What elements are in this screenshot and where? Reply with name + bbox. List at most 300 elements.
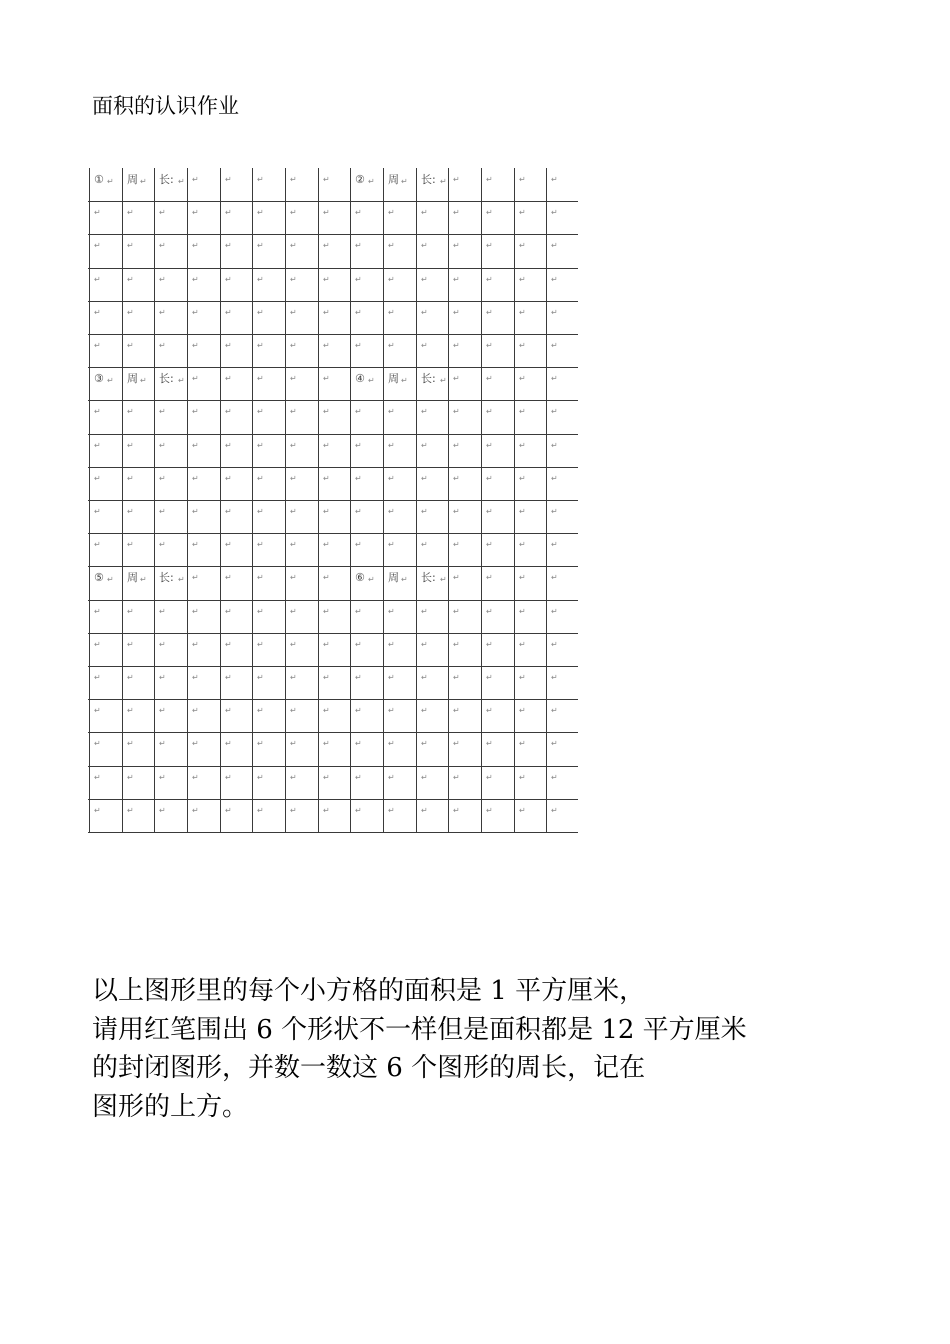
paragraph-mark-icon: ↵ xyxy=(519,175,526,184)
paragraph-mark-icon: ↵ xyxy=(192,474,199,483)
paragraph-mark-icon: ↵ xyxy=(519,640,526,649)
paragraph-mark-icon: ↵ xyxy=(290,341,297,350)
paragraph-mark-icon: ↵ xyxy=(323,275,330,284)
paragraph-mark-icon: ↵ xyxy=(486,374,493,383)
cell-label: 周 xyxy=(388,372,399,385)
paragraph-mark-icon: ↵ xyxy=(225,607,232,616)
paragraph-mark-icon: ↵ xyxy=(192,573,199,582)
paragraph-mark-icon: ↵ xyxy=(355,739,362,748)
paragraph-mark-icon: ↵ xyxy=(178,575,185,584)
grid-hline xyxy=(88,268,578,269)
paragraph-mark-icon: ↵ xyxy=(453,806,460,815)
paragraph-mark-icon: ↵ xyxy=(388,308,395,317)
paragraph-mark-icon: ↵ xyxy=(178,177,185,186)
paragraph-mark-icon: ↵ xyxy=(225,474,232,483)
instruction-line-2: 请用红笔围出 6 个形状不一样但是面积都是 12 平方厘米 xyxy=(92,1014,747,1045)
paragraph-mark-icon: ↵ xyxy=(290,407,297,416)
paragraph-mark-icon: ↵ xyxy=(486,441,493,450)
paragraph-mark-icon: ↵ xyxy=(290,441,297,450)
paragraph-mark-icon: ↵ xyxy=(388,773,395,782)
paragraph-mark-icon: ↵ xyxy=(192,673,199,682)
paragraph-mark-icon: ↵ xyxy=(290,607,297,616)
paragraph-mark-icon: ↵ xyxy=(355,673,362,682)
paragraph-mark-icon: ↵ xyxy=(192,341,199,350)
paragraph-mark-icon: ↵ xyxy=(401,177,408,186)
paragraph-mark-icon: ↵ xyxy=(551,374,558,383)
paragraph-mark-icon: ↵ xyxy=(453,773,460,782)
paragraph-mark-icon: ↵ xyxy=(551,241,558,250)
paragraph-mark-icon: ↵ xyxy=(140,177,147,186)
paragraph-mark-icon: ↵ xyxy=(519,407,526,416)
grid-hline xyxy=(88,434,578,435)
paragraph-mark-icon: ↵ xyxy=(159,407,166,416)
paragraph-mark-icon: ↵ xyxy=(127,673,134,682)
paragraph-mark-icon: ↵ xyxy=(127,275,134,284)
paragraph-mark-icon: ↵ xyxy=(159,208,166,217)
paragraph-mark-icon: ↵ xyxy=(453,474,460,483)
paragraph-mark-icon: ↵ xyxy=(453,308,460,317)
paragraph-mark-icon: ↵ xyxy=(127,706,134,715)
paragraph-mark-icon: ↵ xyxy=(453,640,460,649)
paragraph-mark-icon: ↵ xyxy=(159,773,166,782)
paragraph-mark-icon: ↵ xyxy=(159,308,166,317)
grid-hline xyxy=(88,832,578,833)
paragraph-mark-icon: ↵ xyxy=(94,341,101,350)
paragraph-mark-icon: ↵ xyxy=(355,275,362,284)
paragraph-mark-icon: ↵ xyxy=(290,507,297,516)
paragraph-mark-icon: ↵ xyxy=(486,806,493,815)
paragraph-mark-icon: ↵ xyxy=(355,773,362,782)
paragraph-mark-icon: ↵ xyxy=(388,706,395,715)
paragraph-mark-icon: ↵ xyxy=(94,208,101,217)
paragraph-mark-icon: ↵ xyxy=(127,474,134,483)
paragraph-mark-icon: ↵ xyxy=(388,441,395,450)
cell-label: ③ xyxy=(94,372,104,385)
grid-hline xyxy=(88,367,578,368)
paragraph-mark-icon: ↵ xyxy=(257,208,264,217)
paragraph-mark-icon: ↵ xyxy=(257,308,264,317)
paragraph-mark-icon: ↵ xyxy=(421,474,428,483)
grid-hline xyxy=(88,301,578,302)
paragraph-mark-icon: ↵ xyxy=(388,341,395,350)
grid-hline xyxy=(88,600,578,601)
paragraph-mark-icon: ↵ xyxy=(519,275,526,284)
paragraph-mark-icon: ↵ xyxy=(551,208,558,217)
paragraph-mark-icon: ↵ xyxy=(290,241,297,250)
paragraph-mark-icon: ↵ xyxy=(225,341,232,350)
paragraph-mark-icon: ↵ xyxy=(192,806,199,815)
paragraph-mark-icon: ↵ xyxy=(323,208,330,217)
paragraph-mark-icon: ↵ xyxy=(192,706,199,715)
grid-hline xyxy=(88,334,578,335)
grid-hline xyxy=(88,566,578,567)
paragraph-mark-icon: ↵ xyxy=(421,773,428,782)
paragraph-mark-icon: ↵ xyxy=(257,341,264,350)
paragraph-mark-icon: ↵ xyxy=(453,673,460,682)
paragraph-mark-icon: ↵ xyxy=(486,507,493,516)
paragraph-mark-icon: ↵ xyxy=(551,441,558,450)
paragraph-mark-icon: ↵ xyxy=(290,673,297,682)
paragraph-mark-icon: ↵ xyxy=(323,607,330,616)
paragraph-mark-icon: ↵ xyxy=(159,275,166,284)
paragraph-mark-icon: ↵ xyxy=(551,308,558,317)
paragraph-mark-icon: ↵ xyxy=(159,507,166,516)
paragraph-mark-icon: ↵ xyxy=(127,241,134,250)
paragraph-mark-icon: ↵ xyxy=(551,773,558,782)
paragraph-mark-icon: ↵ xyxy=(94,640,101,649)
paragraph-mark-icon: ↵ xyxy=(159,607,166,616)
paragraph-mark-icon: ↵ xyxy=(486,341,493,350)
grid-hline xyxy=(88,666,578,667)
paragraph-mark-icon: ↵ xyxy=(421,208,428,217)
paragraph-mark-icon: ↵ xyxy=(519,540,526,549)
paragraph-mark-icon: ↵ xyxy=(486,407,493,416)
paragraph-mark-icon: ↵ xyxy=(453,441,460,450)
paragraph-mark-icon: ↵ xyxy=(290,739,297,748)
paragraph-mark-icon: ↵ xyxy=(94,607,101,616)
paragraph-mark-icon: ↵ xyxy=(401,376,408,385)
paragraph-mark-icon: ↵ xyxy=(94,441,101,450)
paragraph-mark-icon: ↵ xyxy=(519,673,526,682)
paragraph-mark-icon: ↵ xyxy=(551,640,558,649)
grid-hline xyxy=(88,400,578,401)
paragraph-mark-icon: ↵ xyxy=(290,706,297,715)
grid-hline xyxy=(88,633,578,634)
paragraph-mark-icon: ↵ xyxy=(421,241,428,250)
instruction-line-3: 的封闭图形，并数一数这 6 个图形的周长，记在 xyxy=(92,1053,646,1083)
paragraph-mark-icon: ↵ xyxy=(192,607,199,616)
grid-hline xyxy=(88,799,578,800)
paragraph-mark-icon: ↵ xyxy=(421,441,428,450)
paragraph-mark-icon: ↵ xyxy=(323,806,330,815)
paragraph-mark-icon: ↵ xyxy=(421,407,428,416)
paragraph-mark-icon: ↵ xyxy=(355,474,362,483)
paragraph-mark-icon: ↵ xyxy=(551,673,558,682)
paragraph-mark-icon: ↵ xyxy=(519,208,526,217)
paragraph-mark-icon: ↵ xyxy=(127,806,134,815)
paragraph-mark-icon: ↵ xyxy=(290,474,297,483)
paragraph-mark-icon: ↵ xyxy=(225,640,232,649)
paragraph-mark-icon: ↵ xyxy=(159,706,166,715)
paragraph-mark-icon: ↵ xyxy=(192,175,199,184)
paragraph-mark-icon: ↵ xyxy=(551,806,558,815)
paragraph-mark-icon: ↵ xyxy=(421,640,428,649)
paragraph-mark-icon: ↵ xyxy=(127,739,134,748)
paragraph-mark-icon: ↵ xyxy=(355,806,362,815)
paragraph-mark-icon: ↵ xyxy=(355,607,362,616)
paragraph-mark-icon: ↵ xyxy=(388,540,395,549)
grid-hline xyxy=(88,467,578,468)
cell-label: 长: xyxy=(421,372,436,385)
paragraph-mark-icon: ↵ xyxy=(519,573,526,582)
paragraph-mark-icon: ↵ xyxy=(107,376,114,385)
paragraph-mark-icon: ↵ xyxy=(94,275,101,284)
paragraph-mark-icon: ↵ xyxy=(290,540,297,549)
paragraph-mark-icon: ↵ xyxy=(453,208,460,217)
paragraph-mark-icon: ↵ xyxy=(551,706,558,715)
cell-label: ⑤ xyxy=(94,571,104,584)
paragraph-mark-icon: ↵ xyxy=(388,673,395,682)
paragraph-mark-icon: ↵ xyxy=(453,573,460,582)
instructions xyxy=(92,972,747,1126)
paragraph-mark-icon: ↵ xyxy=(355,407,362,416)
paragraph-mark-icon: ↵ xyxy=(388,407,395,416)
paragraph-mark-icon: ↵ xyxy=(290,208,297,217)
paragraph-mark-icon: ↵ xyxy=(290,374,297,383)
paragraph-mark-icon: ↵ xyxy=(290,806,297,815)
paragraph-mark-icon: ↵ xyxy=(440,177,447,186)
paragraph-mark-icon: ↵ xyxy=(192,241,199,250)
paragraph-mark-icon: ↵ xyxy=(159,441,166,450)
paragraph-mark-icon: ↵ xyxy=(355,507,362,516)
paragraph-mark-icon: ↵ xyxy=(388,241,395,250)
paragraph-mark-icon: ↵ xyxy=(453,241,460,250)
cell-label: ④ xyxy=(355,372,365,385)
paragraph-mark-icon: ↵ xyxy=(127,640,134,649)
paragraph-mark-icon: ↵ xyxy=(551,507,558,516)
paragraph-mark-icon: ↵ xyxy=(486,739,493,748)
paragraph-mark-icon: ↵ xyxy=(355,308,362,317)
paragraph-mark-icon: ↵ xyxy=(127,507,134,516)
paragraph-mark-icon: ↵ xyxy=(290,275,297,284)
paragraph-mark-icon: ↵ xyxy=(453,706,460,715)
paragraph-mark-icon: ↵ xyxy=(440,376,447,385)
paragraph-mark-icon: ↵ xyxy=(486,706,493,715)
paragraph-mark-icon: ↵ xyxy=(225,706,232,715)
paragraph-mark-icon: ↵ xyxy=(140,376,147,385)
paragraph-mark-icon: ↵ xyxy=(159,806,166,815)
paragraph-mark-icon: ↵ xyxy=(486,640,493,649)
document-title: 面积的认识作业 xyxy=(92,94,239,118)
paragraph-mark-icon: ↵ xyxy=(453,175,460,184)
paragraph-mark-icon: ↵ xyxy=(421,607,428,616)
paragraph-mark-icon: ↵ xyxy=(225,275,232,284)
paragraph-mark-icon: ↵ xyxy=(290,573,297,582)
paragraph-mark-icon: ↵ xyxy=(94,507,101,516)
paragraph-mark-icon: ↵ xyxy=(159,739,166,748)
paragraph-mark-icon: ↵ xyxy=(368,177,375,186)
paragraph-mark-icon: ↵ xyxy=(388,275,395,284)
paragraph-mark-icon: ↵ xyxy=(225,374,232,383)
paragraph-mark-icon: ↵ xyxy=(421,341,428,350)
paragraph-mark-icon: ↵ xyxy=(486,607,493,616)
paragraph-mark-icon: ↵ xyxy=(225,441,232,450)
paragraph-mark-icon: ↵ xyxy=(94,706,101,715)
paragraph-mark-icon: ↵ xyxy=(159,673,166,682)
cell-label: 长: xyxy=(421,173,436,186)
paragraph-mark-icon: ↵ xyxy=(94,308,101,317)
paragraph-mark-icon: ↵ xyxy=(323,640,330,649)
paragraph-mark-icon: ↵ xyxy=(323,374,330,383)
paragraph-mark-icon: ↵ xyxy=(159,640,166,649)
paragraph-mark-icon: ↵ xyxy=(368,575,375,584)
paragraph-mark-icon: ↵ xyxy=(421,739,428,748)
paragraph-mark-icon: ↵ xyxy=(94,739,101,748)
paragraph-mark-icon: ↵ xyxy=(257,573,264,582)
paragraph-mark-icon: ↵ xyxy=(107,575,114,584)
paragraph-mark-icon: ↵ xyxy=(192,739,199,748)
cell-label: ① xyxy=(94,173,104,186)
paragraph-mark-icon: ↵ xyxy=(486,673,493,682)
paragraph-mark-icon: ↵ xyxy=(323,773,330,782)
paragraph-mark-icon: ↵ xyxy=(140,575,147,584)
cell-label: 周 xyxy=(388,571,399,584)
paragraph-mark-icon: ↵ xyxy=(323,474,330,483)
paragraph-mark-icon: ↵ xyxy=(127,208,134,217)
paragraph-mark-icon: ↵ xyxy=(159,540,166,549)
paragraph-mark-icon: ↵ xyxy=(486,573,493,582)
paragraph-mark-icon: ↵ xyxy=(453,507,460,516)
paragraph-mark-icon: ↵ xyxy=(323,175,330,184)
paragraph-mark-icon: ↵ xyxy=(551,407,558,416)
paragraph-mark-icon: ↵ xyxy=(486,773,493,782)
paragraph-mark-icon: ↵ xyxy=(225,175,232,184)
paragraph-mark-icon: ↵ xyxy=(192,275,199,284)
grid-hline xyxy=(88,732,578,733)
paragraph-mark-icon: ↵ xyxy=(94,241,101,250)
paragraph-mark-icon: ↵ xyxy=(127,341,134,350)
paragraph-mark-icon: ↵ xyxy=(225,806,232,815)
paragraph-mark-icon: ↵ xyxy=(453,275,460,284)
paragraph-mark-icon: ↵ xyxy=(107,177,114,186)
paragraph-mark-icon: ↵ xyxy=(225,407,232,416)
paragraph-mark-icon: ↵ xyxy=(127,308,134,317)
paragraph-mark-icon: ↵ xyxy=(551,607,558,616)
paragraph-mark-icon: ↵ xyxy=(225,739,232,748)
paragraph-mark-icon: ↵ xyxy=(401,575,408,584)
paragraph-mark-icon: ↵ xyxy=(519,474,526,483)
paragraph-mark-icon: ↵ xyxy=(225,308,232,317)
paragraph-mark-icon: ↵ xyxy=(257,540,264,549)
paragraph-mark-icon: ↵ xyxy=(323,507,330,516)
grid-hline xyxy=(88,699,578,700)
paragraph-mark-icon: ↵ xyxy=(388,474,395,483)
paragraph-mark-icon: ↵ xyxy=(355,540,362,549)
paragraph-mark-icon: ↵ xyxy=(388,607,395,616)
paragraph-mark-icon: ↵ xyxy=(519,706,526,715)
paragraph-mark-icon: ↵ xyxy=(192,540,199,549)
paragraph-mark-icon: ↵ xyxy=(486,474,493,483)
paragraph-mark-icon: ↵ xyxy=(388,739,395,748)
paragraph-mark-icon: ↵ xyxy=(159,241,166,250)
paragraph-mark-icon: ↵ xyxy=(421,507,428,516)
paragraph-mark-icon: ↵ xyxy=(551,739,558,748)
cell-label: 周 xyxy=(127,173,138,186)
paragraph-mark-icon: ↵ xyxy=(192,441,199,450)
paragraph-mark-icon: ↵ xyxy=(192,407,199,416)
paragraph-mark-icon: ↵ xyxy=(519,341,526,350)
paragraph-mark-icon: ↵ xyxy=(257,806,264,815)
paragraph-mark-icon: ↵ xyxy=(323,341,330,350)
paragraph-mark-icon: ↵ xyxy=(421,806,428,815)
paragraph-mark-icon: ↵ xyxy=(355,241,362,250)
paragraph-mark-icon: ↵ xyxy=(159,474,166,483)
paragraph-mark-icon: ↵ xyxy=(519,739,526,748)
paragraph-mark-icon: ↵ xyxy=(486,241,493,250)
paragraph-mark-icon: ↵ xyxy=(519,374,526,383)
paragraph-mark-icon: ↵ xyxy=(551,573,558,582)
paragraph-mark-icon: ↵ xyxy=(519,441,526,450)
grid-hline xyxy=(88,766,578,767)
paragraph-mark-icon: ↵ xyxy=(323,241,330,250)
paragraph-mark-icon: ↵ xyxy=(257,773,264,782)
paragraph-mark-icon: ↵ xyxy=(453,607,460,616)
paragraph-mark-icon: ↵ xyxy=(421,308,428,317)
paragraph-mark-icon: ↵ xyxy=(323,673,330,682)
paragraph-mark-icon: ↵ xyxy=(486,540,493,549)
cell-label: 周 xyxy=(127,571,138,584)
paragraph-mark-icon: ↵ xyxy=(192,208,199,217)
paragraph-mark-icon: ↵ xyxy=(421,540,428,549)
paragraph-mark-icon: ↵ xyxy=(257,175,264,184)
paragraph-mark-icon: ↵ xyxy=(323,441,330,450)
paragraph-mark-icon: ↵ xyxy=(486,208,493,217)
paragraph-mark-icon: ↵ xyxy=(257,640,264,649)
paragraph-mark-icon: ↵ xyxy=(192,308,199,317)
paragraph-mark-icon: ↵ xyxy=(225,773,232,782)
paragraph-mark-icon: ↵ xyxy=(355,341,362,350)
paragraph-mark-icon: ↵ xyxy=(323,308,330,317)
paragraph-mark-icon: ↵ xyxy=(290,640,297,649)
paragraph-mark-icon: ↵ xyxy=(127,441,134,450)
paragraph-mark-icon: ↵ xyxy=(421,706,428,715)
grid-hline xyxy=(88,234,578,235)
paragraph-mark-icon: ↵ xyxy=(388,806,395,815)
paragraph-mark-icon: ↵ xyxy=(192,374,199,383)
paragraph-mark-icon: ↵ xyxy=(519,241,526,250)
paragraph-mark-icon: ↵ xyxy=(225,507,232,516)
paragraph-mark-icon: ↵ xyxy=(551,540,558,549)
paragraph-mark-icon: ↵ xyxy=(257,739,264,748)
cell-label: 周 xyxy=(127,372,138,385)
paragraph-mark-icon: ↵ xyxy=(355,640,362,649)
paragraph-mark-icon: ↵ xyxy=(388,640,395,649)
paragraph-mark-icon: ↵ xyxy=(388,208,395,217)
paragraph-mark-icon: ↵ xyxy=(94,806,101,815)
paragraph-mark-icon: ↵ xyxy=(323,407,330,416)
paragraph-mark-icon: ↵ xyxy=(94,407,101,416)
instruction-line-4: 图形的上方。 xyxy=(92,1091,249,1122)
paragraph-mark-icon: ↵ xyxy=(257,441,264,450)
paragraph-mark-icon: ↵ xyxy=(519,507,526,516)
paragraph-mark-icon: ↵ xyxy=(453,374,460,383)
paragraph-mark-icon: ↵ xyxy=(225,573,232,582)
paragraph-mark-icon: ↵ xyxy=(368,376,375,385)
paragraph-mark-icon: ↵ xyxy=(551,341,558,350)
cell-label: ② xyxy=(355,173,365,186)
paragraph-mark-icon: ↵ xyxy=(257,673,264,682)
paragraph-mark-icon: ↵ xyxy=(225,208,232,217)
paragraph-mark-icon: ↵ xyxy=(94,673,101,682)
paragraph-mark-icon: ↵ xyxy=(323,573,330,582)
paragraph-mark-icon: ↵ xyxy=(290,308,297,317)
paragraph-mark-icon: ↵ xyxy=(94,773,101,782)
paragraph-mark-icon: ↵ xyxy=(192,507,199,516)
paragraph-mark-icon: ↵ xyxy=(94,474,101,483)
paragraph-mark-icon: ↵ xyxy=(290,175,297,184)
paragraph-mark-icon: ↵ xyxy=(453,341,460,350)
paragraph-mark-icon: ↵ xyxy=(486,308,493,317)
paragraph-mark-icon: ↵ xyxy=(225,241,232,250)
paragraph-mark-icon: ↵ xyxy=(257,407,264,416)
paragraph-mark-icon: ↵ xyxy=(355,441,362,450)
paragraph-mark-icon: ↵ xyxy=(519,308,526,317)
grid-hline xyxy=(88,533,578,534)
paragraph-mark-icon: ↵ xyxy=(94,540,101,549)
paragraph-mark-icon: ↵ xyxy=(257,474,264,483)
cell-label: 长: xyxy=(159,571,174,584)
paragraph-mark-icon: ↵ xyxy=(551,175,558,184)
